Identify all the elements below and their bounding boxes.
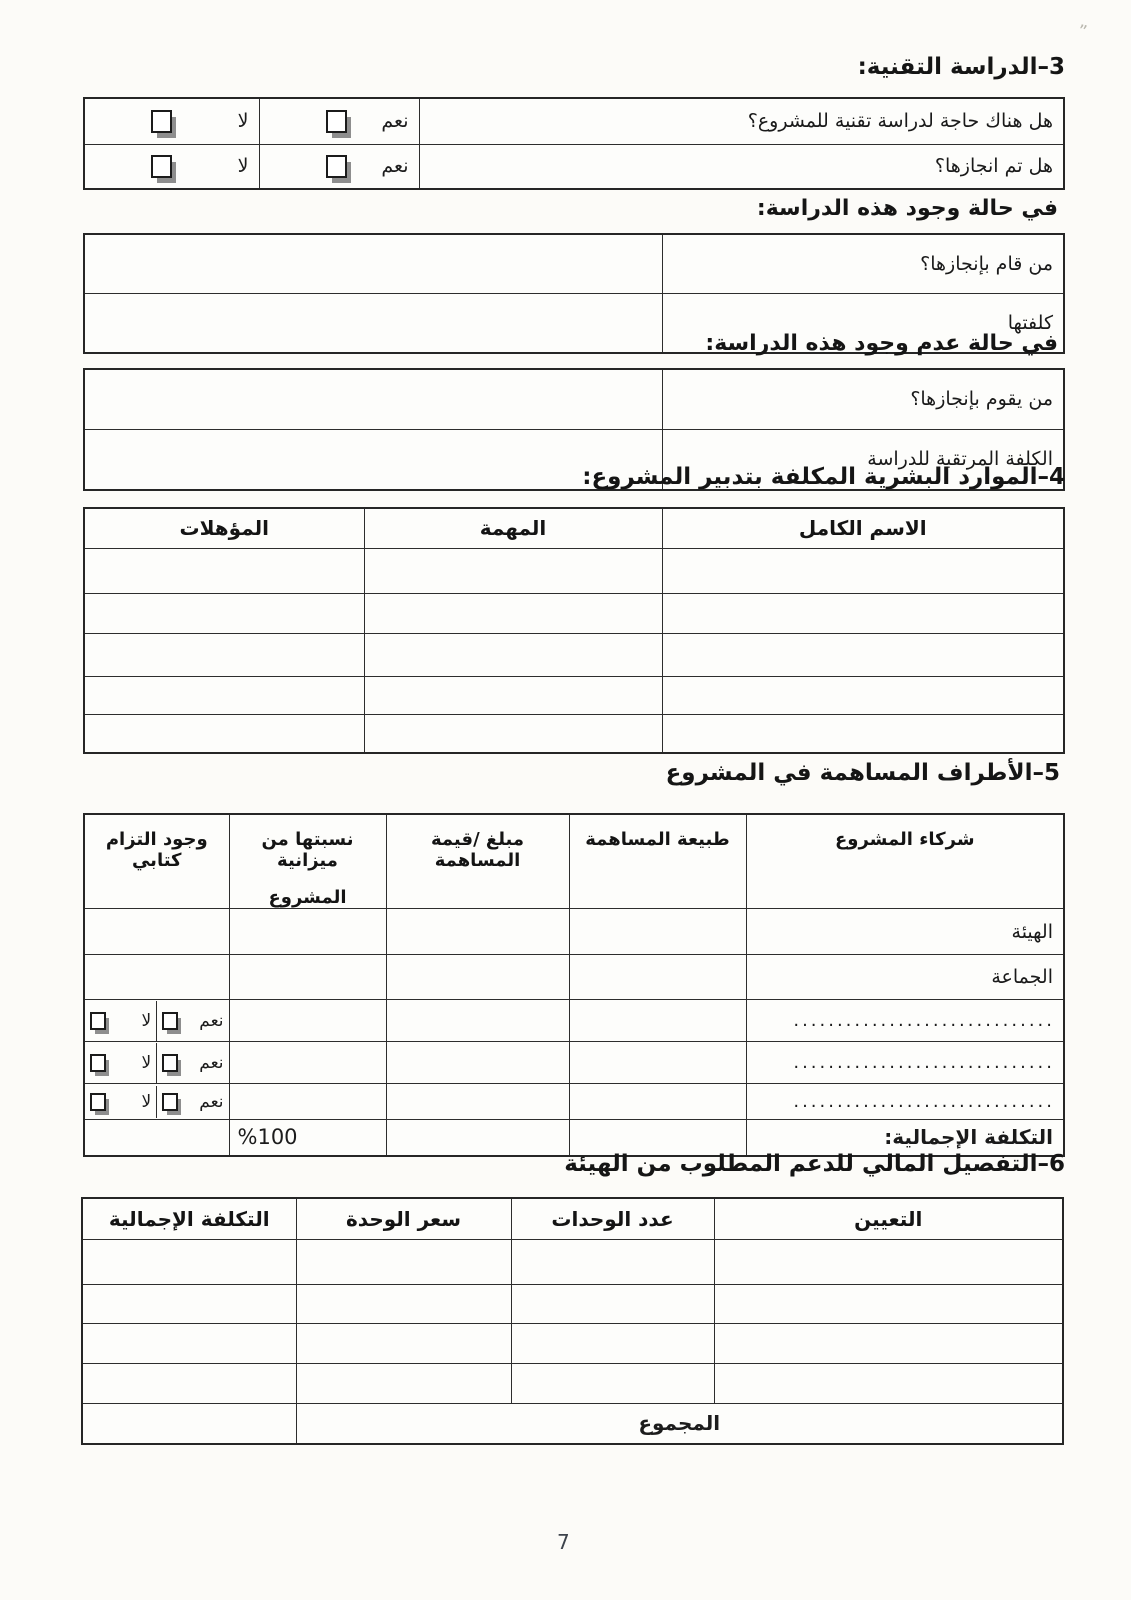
section3-title: 3–الدراسة التقنية: [857,54,1065,80]
dotted-placeholder: .............................. [746,1084,1064,1120]
table-row [84,676,1064,714]
checkbox-icon [162,1054,178,1072]
no-label: لا [141,1052,152,1073]
column-header-qualifications: المؤهلات [84,508,364,548]
study-exists-title: في حالة وجود هذه الدراسة: [756,196,1058,221]
page-number: 7 [557,1530,570,1554]
yes-subcell [156,1001,228,1041]
section5-title: 5–الأطراف المساهمة في المشروع [665,760,1060,786]
commitment-cell [84,1042,229,1084]
column-header-written-commitment: وجود التزام كتابي [84,814,229,909]
table-row [84,1084,1064,1120]
header-row [84,814,1064,909]
column-header-unit-count: عدد الوحدات [511,1198,714,1239]
row-label: الكلفة المرتقبة للدراسة [662,429,1064,490]
yes-label: نعم [199,1091,224,1112]
dotted-placeholder: .............................. [746,1042,1064,1084]
answer-cell [84,429,662,490]
header-row [84,508,1064,548]
yes-cell [259,144,419,189]
no-cell [84,144,259,189]
row-label: من قام بإنجازها؟ [662,234,1064,293]
question-cell: هل هناك حاجة لدراسة تقنية للمشروع؟ [419,98,1064,144]
yes-label: نعم [199,1052,224,1073]
partner-label: الجماعة [746,955,1064,1000]
table-row [84,234,1064,293]
table-row [84,548,1064,593]
table-row [84,1000,1064,1042]
table-row [82,1239,1063,1284]
yes-cell [259,98,419,144]
checkbox-icon [151,110,172,133]
question-cell: هل تم انجازها؟ [419,144,1064,189]
no-label: لا [237,155,249,178]
contributing-parties-table [83,813,1065,1157]
checkbox-icon [90,1012,106,1030]
no-subcell [85,1086,156,1118]
commitment-cell [84,1000,229,1042]
column-header-total-cost: التكلفة الإجمالية [82,1198,296,1239]
no-label: لا [141,1091,152,1112]
table-row [84,144,1064,189]
table-row [84,633,1064,676]
checkbox-icon [162,1012,178,1030]
checkbox-icon [326,155,347,178]
budget-share-value: %100 [229,1120,386,1156]
dotted-placeholder: .............................. [746,1000,1064,1042]
table-row [82,1284,1063,1323]
answer-cell [84,234,662,293]
column-header-budget-share: نسبتها من ميزانية المشروع [229,814,386,909]
table-row [84,593,1064,633]
row-label: من يقوم بإنجازها؟ [662,369,1064,429]
table-row [82,1323,1063,1363]
table-row [84,1042,1064,1084]
column-header-amount: مبلغ /قيمة المساهمة [386,814,569,909]
yes-label: نعم [381,155,409,178]
total-label: التكلفة الإجمالية: [746,1120,1064,1156]
study-missing-title: في حالة عدم وجود هذه الدراسة: [705,331,1058,356]
table-row [84,909,1064,955]
column-header-nature: طبيعة المساهمة [569,814,746,909]
yes-label: نعم [381,110,409,133]
checkbox-icon [326,110,347,133]
no-subcell [85,1043,156,1083]
column-header-task: المهمة [364,508,662,548]
section6-title: 6–التفصيل المالي للدعم المطلوب من الهيئة [564,1151,1065,1177]
table-row [84,714,1064,753]
no-label: لا [237,110,249,133]
yes-label: نعم [199,1010,224,1031]
checkbox-icon [151,155,172,178]
table-row [84,98,1064,144]
human-resources-table [83,507,1065,754]
table-row [84,955,1064,1000]
column-header-unit-price: سعر الوحدة [296,1198,511,1239]
yes-subcell [156,1086,228,1118]
sum-label: المجموع [296,1403,1063,1444]
answer-cell [84,369,662,429]
financial-detail-table [81,1197,1064,1445]
answer-cell [84,293,662,353]
yes-subcell [156,1043,228,1083]
commitment-cell [84,1084,229,1120]
no-subcell [85,1001,156,1041]
no-cell [84,98,259,144]
table-row [84,369,1064,429]
no-label: لا [141,1010,152,1031]
technical-study-table [83,97,1065,190]
section4-title: 4–الموارد البشرية المكلفة بتدبير المشروع: [582,464,1065,490]
checkbox-icon [162,1093,178,1111]
partner-label: الهيئة [746,909,1064,955]
checkbox-icon [90,1093,106,1111]
row-label: كلفتها [662,293,1064,353]
header-row [82,1198,1063,1239]
table-row [82,1363,1063,1403]
scan-artifact: ” [1076,21,1089,43]
checkbox-icon [90,1054,106,1072]
column-header-partners: شركاء المشروع [746,814,1064,909]
column-header-designation: التعيين [714,1198,1063,1239]
sum-row [82,1403,1063,1444]
column-header-full-name: الاسم الكامل [662,508,1064,548]
